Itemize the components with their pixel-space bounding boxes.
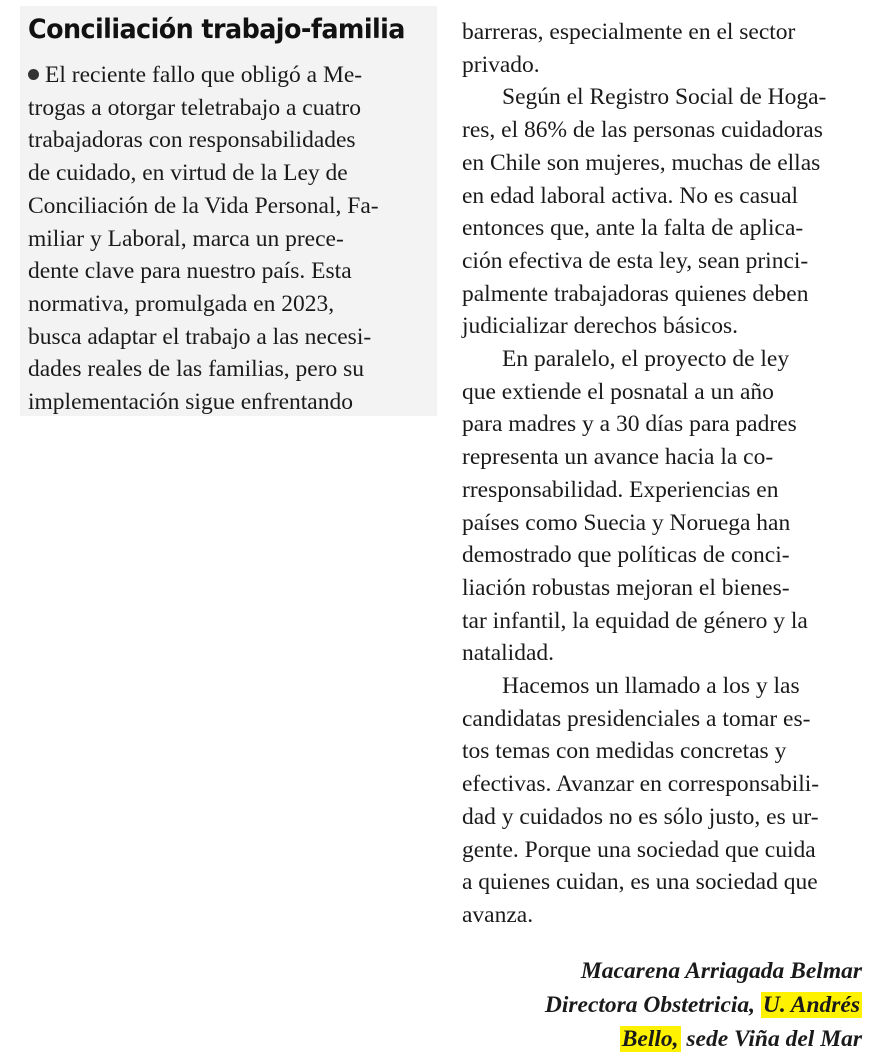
left-line-7: normativa, promulgada en 2023, — [28, 290, 335, 317]
signature-role: Directora Obstetricia, — [544, 992, 756, 1018]
right-line-13: representa un avance hacia la co- — [462, 444, 774, 471]
right-line-17: liación robustas mejoran el bienes- — [462, 574, 790, 601]
left-line-9: dades reales de las familias, pero su — [28, 356, 365, 383]
left-line-8: busca adaptar el trabajo a las necesi- — [28, 323, 372, 350]
left-line-6: dente clave para nuestro país. Esta — [28, 258, 352, 285]
right-line-20: Hacemos un llamado a los y las — [502, 673, 800, 699]
signature-role-line — [545, 988, 862, 1022]
right-line-12: para madres y a 30 días para padres — [462, 411, 797, 438]
highlighted-institution-part1: U. Andrés — [762, 992, 860, 1018]
right-line-1: privado. — [462, 51, 540, 78]
right-line-2: Según el Registro Social de Hoga- — [502, 84, 827, 111]
right-line-3: res, el 86% de las personas cuidadoras — [462, 117, 823, 144]
left-line-3: de cuidado, en virtud de la Ley de — [28, 160, 348, 187]
right-line-19: natalidad. — [462, 640, 555, 667]
right-line-26: a quienes cuidan, es una sociedad que — [462, 869, 818, 896]
right-line-22: tos temas con medidas concretas y — [462, 738, 787, 765]
right-line-18: tar infantil, la equidad de género y la — [462, 607, 808, 634]
signature-name: Macarena Arriagada Belmar — [580, 958, 862, 984]
right-line-9: judicializar derechos básicos. — [462, 313, 739, 340]
bullet-icon — [28, 69, 39, 80]
left-line-4: Conciliación de la Vida Personal, Fa- — [28, 192, 379, 219]
right-line-15: países como Suecia y Noruega han — [462, 509, 791, 536]
right-line-4: en Chile son mujeres, muchas de ellas — [462, 149, 821, 176]
right-line-0: barreras, especialmente en el sector — [462, 19, 796, 45]
right-line-16: demostrado que políticas de conci- — [462, 542, 790, 569]
right-line-25: gente. Porque una sociedad que cuida — [462, 836, 816, 863]
right-line-24: dad y cuidados no es sólo justo, es ur- — [462, 803, 819, 830]
right-line-11: que extiende el posnatal a un año — [462, 378, 774, 405]
left-line-5: miliar y Laboral, marca un prece- — [28, 225, 344, 252]
right-line-14: rresponsabilidad. Experiencias en — [462, 476, 779, 503]
right-line-23: efectivas. Avanzar en corresponsabili- — [462, 771, 820, 798]
left-line-0 — [28, 59, 362, 92]
right-line-10: En paralelo, el proyecto de ley — [502, 346, 790, 372]
headline: Conciliación trabajo-familia — [28, 14, 405, 45]
left-line-1: trogas a otorgar teletrabajo a cuatro — [28, 94, 361, 121]
right-line-21: candidatas presidenciales a tomar es- — [462, 705, 811, 732]
left-line-10: implementación sigue enfrentando — [28, 389, 353, 415]
signature-location-line — [620, 1022, 862, 1056]
left-line-0-text: El reciente fallo que obligó a Me- — [45, 62, 363, 88]
right-line-6: entonces que, ante la falta de aplica- — [462, 215, 804, 242]
signature-location: sede Viña del Mar — [686, 1026, 862, 1052]
highlighted-institution-part2: Bello, — [621, 1026, 679, 1052]
right-line-7: ción efectiva de esta ley, sean princi- — [462, 247, 809, 274]
right-line-5: en edad laboral activa. No es casual — [462, 182, 799, 209]
right-line-27: avanza. — [462, 901, 534, 928]
right-line-8: palmente trabajadoras quienes deben — [462, 280, 809, 307]
left-line-2: trabajadoras con responsabilidades — [28, 127, 356, 154]
